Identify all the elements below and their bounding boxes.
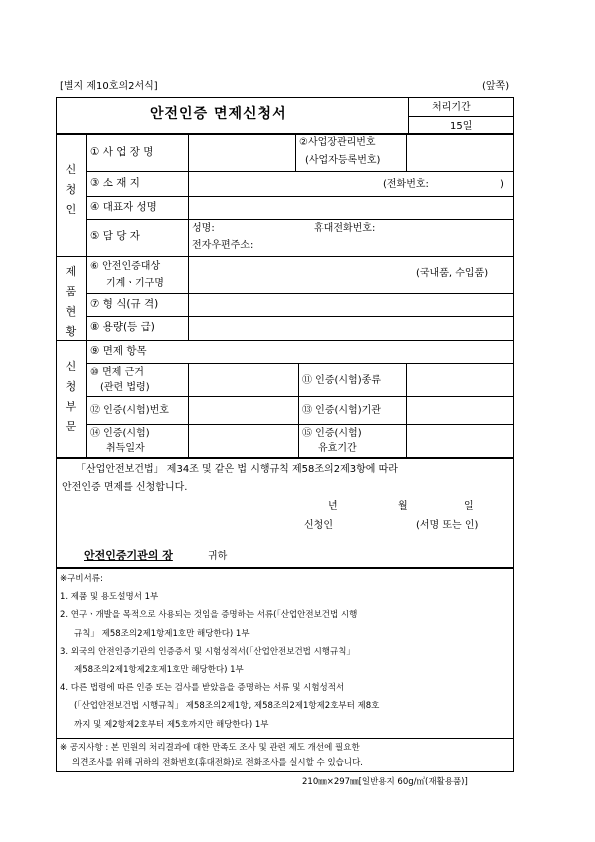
- notice-line-2: 의견조사를 위해 귀하의 전화번호(휴대전화)로 전화조사를 실시할 수 있습니다.: [72, 758, 364, 768]
- attachment-item: 규칙」 제58조의2제1항제1호만 해당한다) 1부: [74, 628, 250, 639]
- request-section-label: 신 청 부 문: [65, 360, 77, 433]
- cert-date-label: ⑭ 인증(시험): [90, 428, 150, 439]
- cert-validity-sublabel: 유효기간: [318, 443, 357, 454]
- attachment-item: 제58조의2제1항제2호제1호만 해당한다) 1부: [74, 665, 244, 676]
- product-section-label: 제 품 현 황: [65, 265, 77, 338]
- business-reg-no-sublabel: (사업자등록번호): [305, 155, 381, 166]
- cert-date-sublabel: 취득일자: [106, 443, 145, 454]
- form-number: [별지 제10호의2서식]: [60, 81, 158, 92]
- target-machine-label: ⑥ 안전인증대상: [90, 261, 161, 272]
- business-name-label: ① 사 업 장 명: [90, 146, 154, 158]
- date-day: 일: [464, 501, 474, 512]
- page-side-label: (앞쪽): [482, 81, 510, 92]
- cert-type-field[interactable]: [407, 364, 513, 396]
- model-field[interactable]: [189, 294, 513, 316]
- exemption-basis-sublabel: (관련 법령): [100, 382, 150, 393]
- cert-type-label: ⑪ 인증(시험)종류: [302, 375, 381, 386]
- exemption-basis-field[interactable]: [189, 364, 297, 396]
- phone-close: ): [500, 179, 504, 190]
- business-reg-no-label: ②사업장관리번호: [299, 137, 376, 148]
- ceo-name-label: ④ 대표자 성명: [90, 201, 157, 213]
- form-title: 안전인증 면제신청서: [150, 106, 287, 122]
- processing-period-value: 15일: [450, 121, 473, 132]
- cert-org-label: ⑬ 인증(시험)기관: [302, 405, 381, 416]
- capacity-label: ⑧ 용량(등 급): [90, 321, 155, 333]
- ceo-name-field[interactable]: [189, 197, 513, 219]
- attachment-item: 1. 제품 및 용도설명서 1부: [60, 592, 159, 603]
- business-reg-no-field[interactable]: [407, 134, 513, 170]
- cert-validity-label: ⑮ 인증(시험): [302, 428, 362, 439]
- processing-period-label: 처리기간: [432, 102, 471, 113]
- phone-label: (전화번호:: [383, 179, 429, 190]
- exemption-item-field[interactable]: [189, 341, 513, 363]
- contact-mobile-label: 휴대전화번호:: [314, 223, 376, 234]
- cert-validity-field[interactable]: [407, 425, 513, 456]
- applicant-section-label: 신 청 인: [65, 163, 77, 216]
- capacity-field[interactable]: [189, 317, 513, 339]
- notice-line-1: ※ 공지사항 : 본 민원의 처리결과에 대한 만족도 조사 및 관련 제도 개선에 필요한: [60, 743, 360, 753]
- business-name-field[interactable]: [189, 134, 294, 170]
- statement-line-2: 안전인증 면제를 신청합니다.: [62, 482, 188, 493]
- attachments-list: [60, 570, 379, 734]
- exemption-basis-label: ⑩ 면제 근거: [90, 367, 144, 378]
- attachments-title: ※구비서류:: [60, 574, 103, 584]
- origin-label: (국내품, 수입품): [416, 268, 489, 279]
- attachment-item: 2. 연구ㆍ개발을 목적으로 사용되는 것임을 증명하는 서류(「산업안전보건법 시행: [60, 610, 358, 621]
- address-field[interactable]: [189, 172, 379, 196]
- target-machine-field[interactable]: [189, 257, 409, 292]
- attachment-item: 3. 외국의 안전인증기관의 인증증서 및 시험성적서(「산업안전보건법 시행규칙」: [60, 646, 355, 657]
- paper-spec: 210㎜×297㎜[일반용지 60g/㎡(재활용품)]: [302, 777, 468, 787]
- signature-hint: (서명 또는 인): [416, 520, 479, 531]
- date-month: 월: [398, 501, 408, 512]
- attachment-item: (「산업안전보건법 시행규칙」 제58조의2제1항, 제58조의2제1항제2호부터 제8호: [74, 701, 380, 712]
- cert-date-field[interactable]: [189, 425, 297, 456]
- attachment-item: 까지 및 제2항제2호부터 제5호까지만 해당한다) 1부: [74, 719, 269, 730]
- cert-number-label: ⑫ 인증(시험)번호: [90, 405, 169, 416]
- date-year: 년: [328, 501, 338, 512]
- applicant-signature-label: 신청인: [304, 520, 333, 531]
- attachment-item: 4. 다른 법령에 따른 인증 또는 검사를 받았음을 증명하는 서류 및 시험성적서: [60, 683, 345, 694]
- exemption-item-label: ⑨ 면제 항목: [90, 345, 147, 357]
- contact-email-label: 전자우편주소:: [192, 240, 254, 251]
- addressee: 안전인증기관의 장: [84, 549, 173, 562]
- model-label: ⑦ 형 식(규 격): [90, 298, 159, 310]
- cert-number-field[interactable]: [189, 397, 297, 424]
- contact-person-label: ⑤ 담 당 자: [90, 230, 140, 242]
- address-label: ③ 소 재 지: [90, 177, 140, 189]
- addressee-honorific: 귀하: [208, 551, 228, 562]
- statement-line-1: 「산업안전보건법」 제34조 및 같은 법 시행규칙 제58조의2제3항에 따라: [76, 464, 398, 475]
- target-machine-sublabel: 기계ㆍ기구명: [106, 278, 164, 289]
- cert-org-field[interactable]: [407, 397, 513, 424]
- contact-name-label: 성명:: [192, 223, 215, 234]
